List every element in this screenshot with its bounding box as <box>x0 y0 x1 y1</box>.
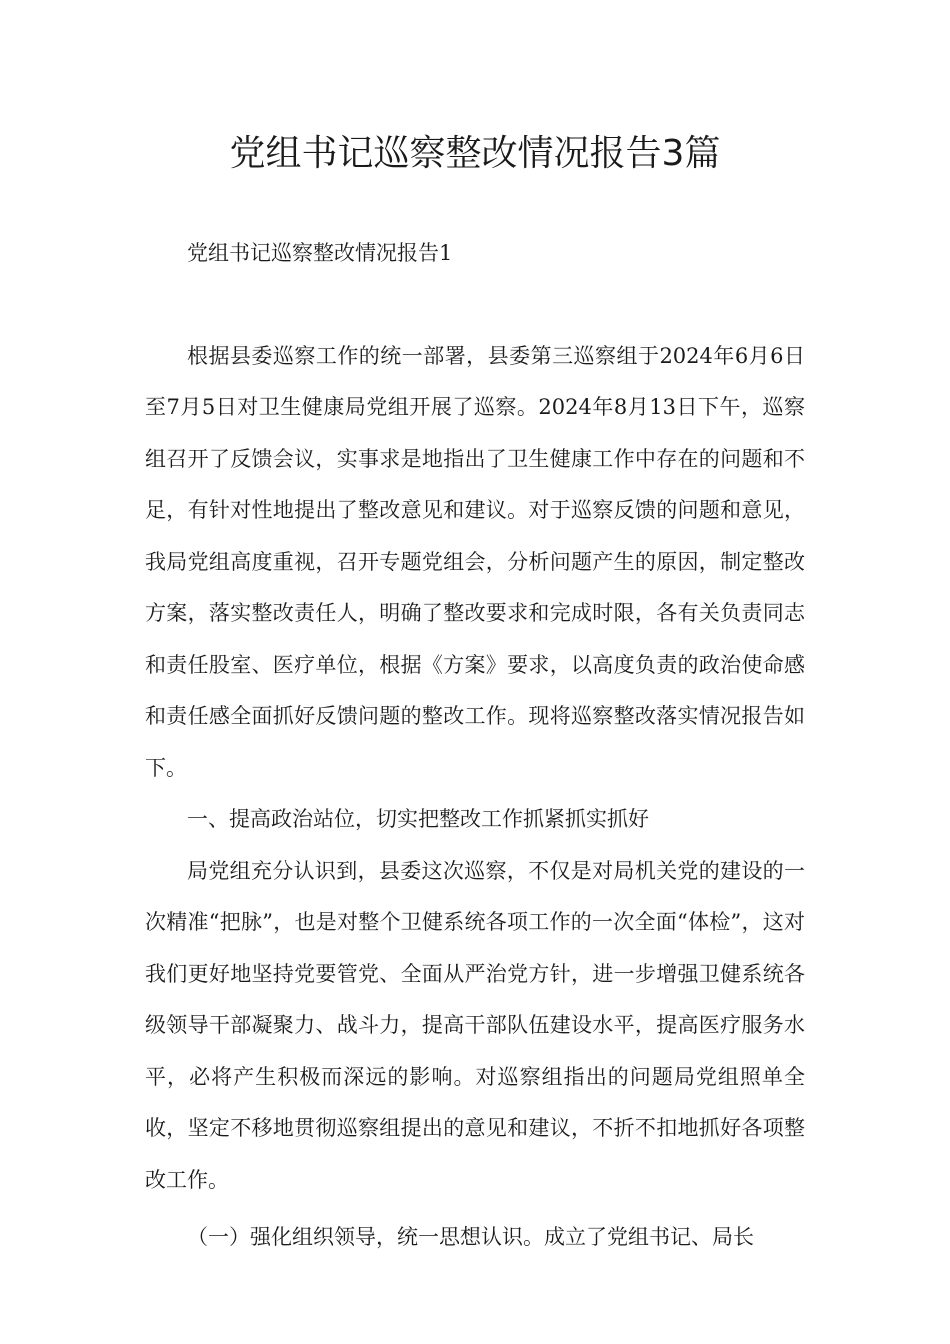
section-heading-1: 一、提高政治站位，切实把整改工作抓紧抓实抓好 <box>187 807 649 831</box>
report-subtitle: 党组书记巡察整改情况报告1 <box>187 241 453 265</box>
section-1-paragraph: 局党组充分认识到，县委这次巡察，不仅是对局机关党的建设的一次精准“把脉”，也是对整个卫健系统各项工作的一次全面“体检”，这对我们更好地坚持党要管党、全面从严治党方针，进一步增强卫健系统各级领导干部凝聚力、战斗力，提高干部队伍建设水平，提高医疗服务水平，必将产生积极而深远的影响。对巡察组指出的问题局党组照单全收，坚定不移地贯彻巡察组提出的意见和建议，不折不扣地抓好各项整改工作。 <box>145 858 805 1192</box>
document-title: 党组书记巡察整改情况报告3篇 <box>229 133 721 174</box>
document-body <box>145 228 805 1264</box>
subsection-1-paragraph: （一）强化组织领导，统一思想认识。成立了党组书记、局长 <box>187 1225 754 1249</box>
intro-paragraph: 根据县委巡察工作的统一部署，县委第三巡察组于2024年6月6日至7月5日对卫生健康局党组开展了巡察。2024年8月13日下午，巡察组召开了反馈会议，实事求是地指出了卫生健康工作中存在的问题和不足，有针对性地提出了整改意见和建议。对于巡察反馈的问题和意见，我局党组高度重视，召开专题党组会，分析问题产生的原因，制定整改方案，落实整改责任人，明确了整改要求和完成时限，各有关负责同志和责任股室、医疗单位，根据《方案》要求，以高度负责的政治使命感和责任感全面抓好反馈问题的整改工作。现将巡察整改落实情况报告如下。 <box>145 343 805 780</box>
